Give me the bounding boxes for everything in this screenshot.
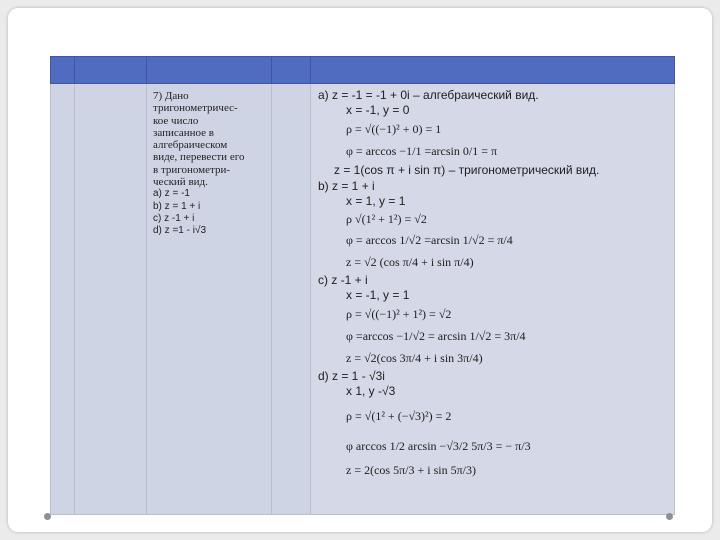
task-line: записанное в [153,126,214,139]
solution-line-b-heading: b) z = 1 + i [318,179,375,193]
header-cell [51,57,75,84]
header-cell [147,57,272,84]
task-line: тригонометричес- [153,102,238,115]
solution-line: φ = arccos 1/√2 =arcsin 1/√2 = π/4 [346,233,513,247]
table-header-row [51,57,675,84]
task-line: кое число [153,114,199,127]
solution-line: ρ = √(1² + (−√3)²) = 2 [346,409,452,423]
solution-line: ρ √(1² + 1²) = √2 [346,212,427,226]
task-option: c) z -1 + i [153,212,195,224]
header-cell [75,57,147,84]
solution-line: x = -1, y = 1 [346,288,410,302]
solution-line-c-heading: c) z -1 + i [318,273,368,287]
solution-line: φ = arccos −1/1 =arcsin 0/1 = π [346,144,498,158]
task-option: b) z = 1 + i [153,200,201,212]
bullet-dot-right [666,513,673,520]
solution-line: z = 2(cos 5π/3 + i sin 5π/3) [346,463,476,477]
header-cell [272,57,311,84]
task-text [147,84,271,238]
solution-text [311,84,674,481]
task-line: в тригонометри- [153,163,231,176]
solution-line: x = -1, y = 0 [346,103,410,117]
solution-table [50,56,675,515]
solution-line: φ =arccos −1/√2 = arcsin 1/√2 = 3π/4 [346,329,526,343]
task-line: 7) Дано [153,90,189,102]
header-cell [311,57,675,84]
solution-line: z = √2 (cos π/4 + i sin π/4) [346,255,474,269]
solution-line-a-heading: a) z = -1 = -1 + 0i – алгебраический вид. [318,88,539,102]
task-line: алгебраическом [153,139,228,152]
slide [8,8,712,532]
task-cell [147,84,272,515]
solution-cell [311,84,675,515]
bullet-dot-left [44,513,51,520]
solution-line: ρ = √((−1)² + 0) = 1 [346,122,442,136]
task-line: ческий вид. [153,176,208,189]
task-option: a) z = -1 [153,188,190,200]
solution-line: ρ = √((−1)² + 1²) = √2 [346,307,452,321]
empty-cell [51,84,75,515]
table-row [51,84,675,515]
solution-line-d-heading: d) z = 1 - √3i [318,369,385,383]
empty-cell [75,84,147,515]
empty-cell [272,84,311,515]
task-option: d) z =1 - i√3 [153,225,207,237]
solution-line: x 1, y -√3 [346,384,396,398]
solution-line: z = √2(cos 3π/4 + i sin 3π/4) [346,351,483,365]
task-line: виде, перевести его [153,151,245,164]
solution-line: x = 1, y = 1 [346,194,406,208]
solution-line: φ arccos 1/2 arcsin −√3/2 5π/3 = − π/3 [346,439,531,453]
solution-line: z = 1(cos π + i sin π) – тригонометрический вид. [334,163,600,177]
